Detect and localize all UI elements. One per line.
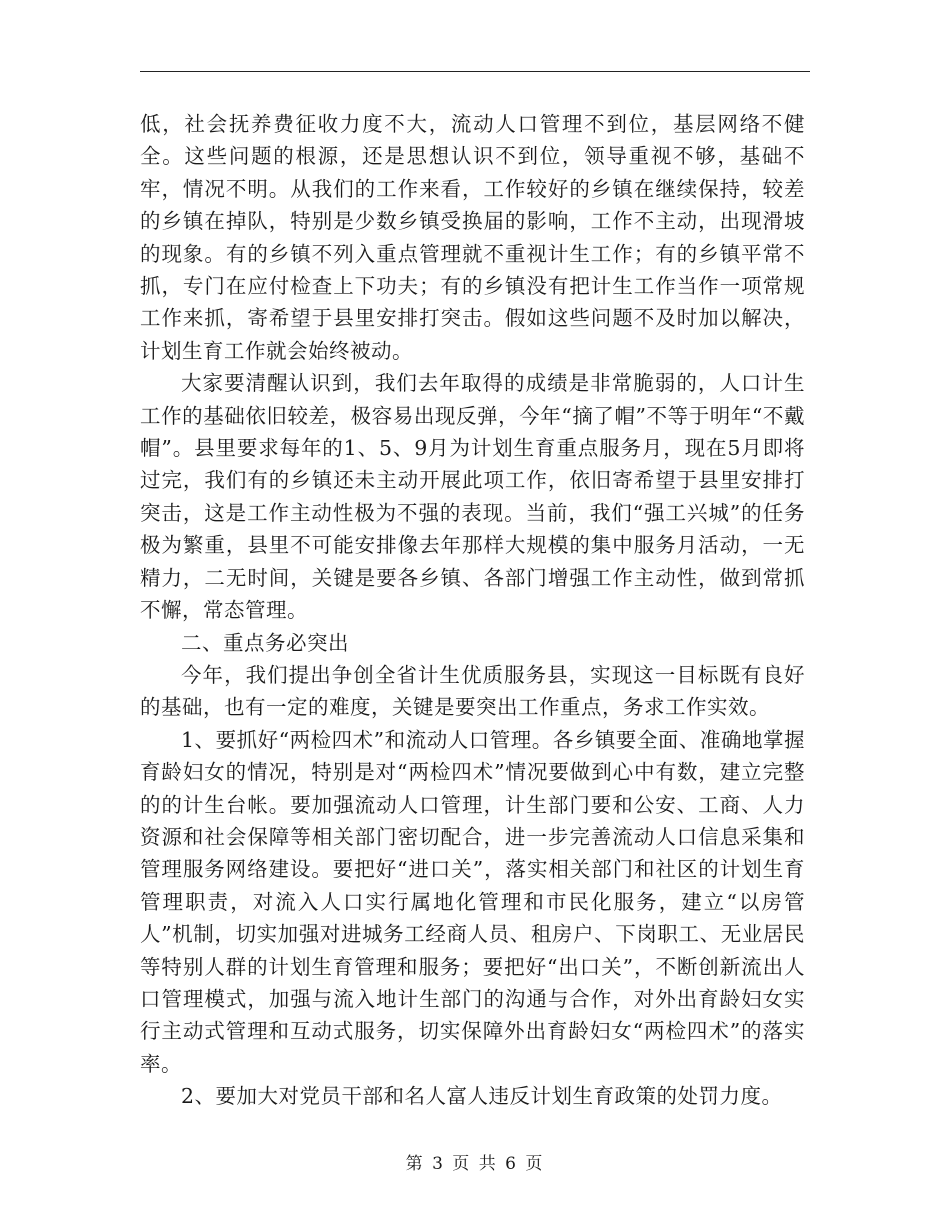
paragraph-3: 今年，我们提出争创全省计生优质服务县，实现这一目标既有良好的基础，也有一定的难度，关键是要突出工作重点，务求工作实效。 [140, 662, 805, 720]
paragraph-2: 大家要清醒认识到，我们去年取得的成绩是非常脆弱的，人口计生工作的基础依旧较差，极容易出现反弹，今年“摘了帽”不等于明年“不戴帽”。县里要求每年的1、5、9月为计划生育重点服务月，现在5月即将过完，我们有的乡镇还未主动开展此项工作，依旧寄希望于县里安排打突击，这是工作主动性极为不强的表现。当前，我们“强工兴城”的任务极为繁重，县里不可能安排像去年那样大规模的集中服务月活动，一无精力，二无时间，关键是要各乡镇、各部门增强工作主动性，做到常抓不懈，常态管理。 [140, 371, 805, 623]
paragraph-4: 1、要抓好“两检四术”和流动人口管理。各乡镇要全面、准确地掌握育龄妇女的情况，特别是对“两检四术”情况要做到心中有数，建立完整的的计生台帐。要加强流动人口管理，计生部门要和公安、工商、人力资源和社会保障等相关部门密切配合，进一步完善流动人口信息采集和管理服务网络建设。要把好“进口关”，落实相关部门和社区的计划生育管理职责，对流入人口实行属地化管理和市民化服务，建立“以房管人”机制，切实加强对进城务工经商人员、租房户、下岗职工、无业居民等特别人群的计划生育管理和服务；要把好“出口关”，不断创新流出人口管理模式，加强与流入地计生部门的沟通与合作，对外出育龄妇女实行主动式管理和互动式服务，切实保障外出育龄妇女“两检四术”的落实率。 [140, 727, 805, 1076]
page-number: 第 3 页 共 6 页 [405, 1154, 545, 1174]
paragraph-5: 2、要加大对党员干部和名人富人违反计划生育政策的处罚力度。 [181, 1084, 783, 1109]
header-rule [140, 71, 810, 72]
document-body [140, 108, 805, 1113]
paragraph-1: 低，社会抚养费征收力度不大，流动人口管理不到位，基层网络不健全。这些问题的根源，还是思想认识不到位，领导重视不够，基础不牢，情况不明。从我们的工作来看，工作较好的乡镇在继续保持，较差的乡镇在掉队，特别是少数乡镇受换届的影响，工作不主动，出现滑坡的现象。有的乡镇不列入重点管理就不重视计生工作；有的乡镇平常不抓，专门在应付检查上下功夫；有的乡镇没有把计生工作当作一项常规工作来抓，寄希望于县里安排打突击。假如这些问题不及时加以解决，计划生育工作就会始终被动。 [140, 112, 805, 363]
page-footer [0, 1153, 950, 1175]
section-heading: 二、重点务必突出 [181, 630, 349, 655]
